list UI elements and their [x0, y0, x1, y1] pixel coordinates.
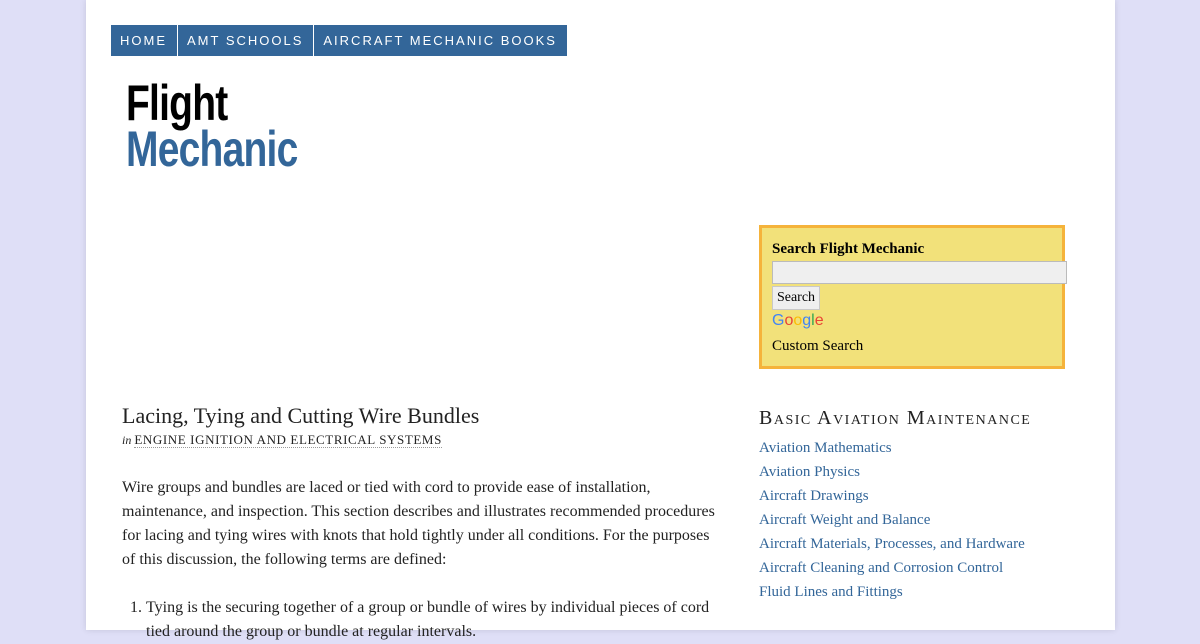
article-title: Lacing, Tying and Cutting Wire Bundles	[122, 403, 480, 428]
search-widget-title: Search Flight Mechanic	[772, 241, 925, 257]
sidebar-link-aircraft-weight-and-balance[interactable]: Aircraft Weight and Balance	[759, 512, 931, 528]
google-logo: Google	[772, 312, 824, 329]
nav-item-amt-schools[interactable]: AMT SCHOOLS	[178, 25, 313, 56]
site-logo[interactable]	[126, 75, 346, 177]
byline-prefix: in	[122, 433, 132, 447]
top-nav	[111, 25, 568, 56]
sidebar-link-aircraft-materials[interactable]: Aircraft Materials, Processes, and Hardware	[759, 536, 1025, 552]
sidebar-link-fluid-lines[interactable]: Fluid Lines and Fittings	[759, 584, 903, 600]
sidebar-link-aviation-mathematics[interactable]: Aviation Mathematics	[759, 440, 892, 456]
sidebar-link-aircraft-cleaning[interactable]: Aircraft Cleaning and Corrosion Control	[759, 560, 1004, 576]
search-button[interactable]: Search	[772, 286, 820, 310]
article-byline	[122, 432, 722, 448]
article-paragraph: Wire groups and bundles are laced or tied with cord to provide ease of installation, maintenance, and inspection. This section describes and illustrates recommended procedures for lacing and tying wires with knots that hold tightly under all conditions. For the purposes of this discussion, the following terms are defined:	[122, 479, 715, 568]
page-container	[86, 0, 1115, 640]
nav-item-aircraft-mechanic-books[interactable]: AIRCRAFT MECHANIC BOOKS	[314, 25, 567, 56]
custom-search-label: Custom Search	[772, 338, 864, 354]
search-widget	[759, 225, 1065, 369]
sidebar	[759, 404, 1059, 604]
sidebar-link-list	[759, 436, 1059, 604]
article	[122, 400, 722, 644]
article-body	[122, 476, 718, 644]
definition-list	[122, 596, 718, 644]
category-link[interactable]: ENGINE IGNITION AND ELECTRICAL SYSTEMS	[134, 432, 442, 447]
sidebar-link-aviation-physics[interactable]: Aviation Physics	[759, 464, 860, 480]
logo-line-mechanic: Mechanic	[126, 121, 298, 177]
nav-item-home[interactable]: HOME	[111, 25, 177, 56]
sidebar-link-aircraft-drawings[interactable]: Aircraft Drawings	[759, 488, 869, 504]
search-input[interactable]	[772, 261, 1067, 284]
logo-line-flight: Flight	[126, 75, 228, 131]
sidebar-heading: Basic Aviation Maintenance	[759, 407, 1032, 429]
list-item: 1. Tying is the securing together of a group or bundle of wires by individual pieces of cord tied around the group or bundle at regular intervals.	[146, 596, 718, 644]
